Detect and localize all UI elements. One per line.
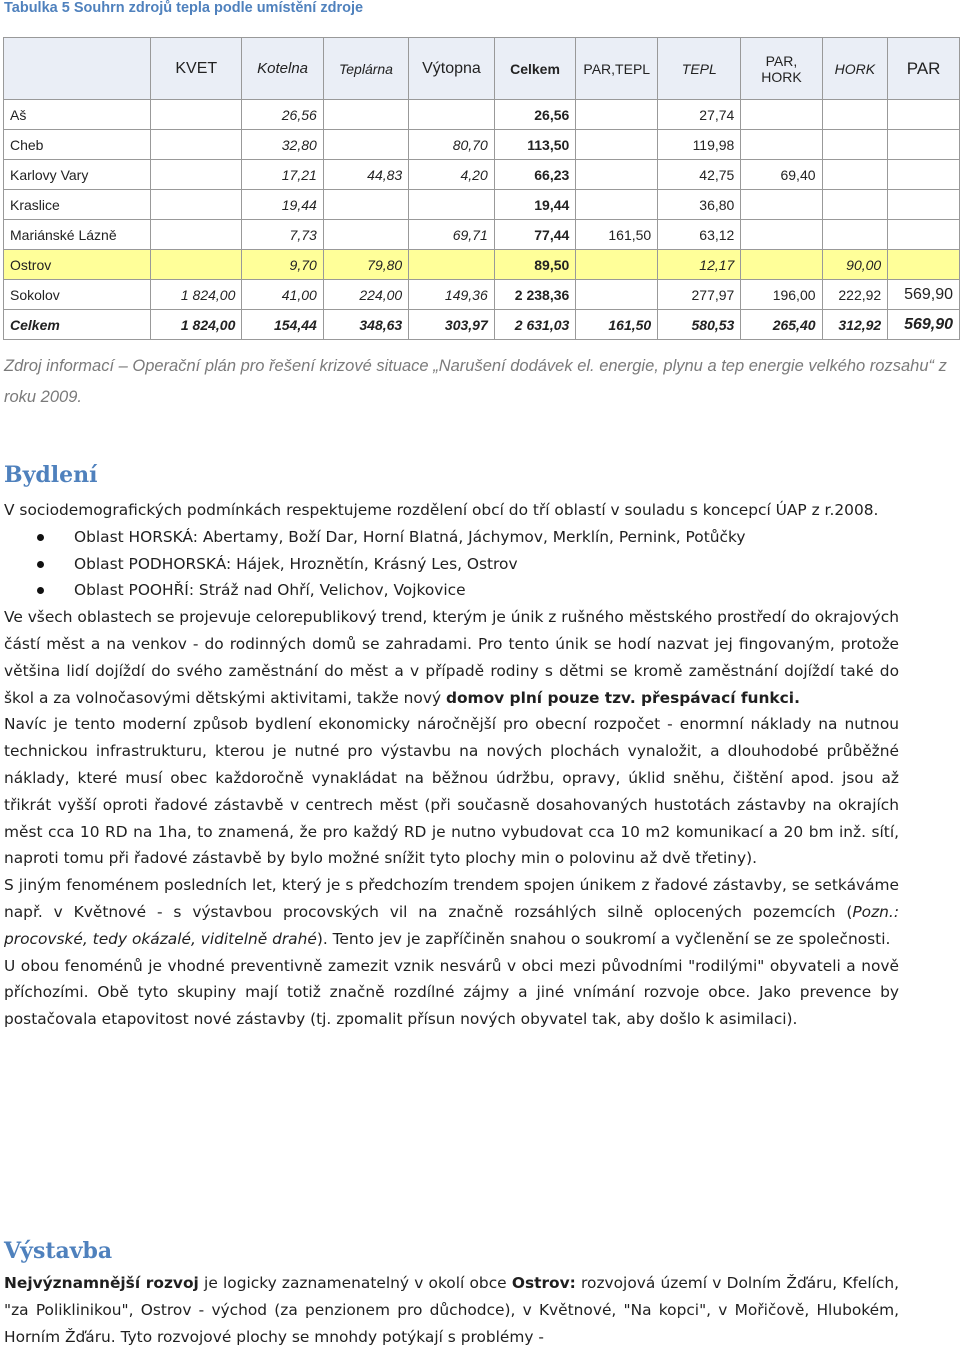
- row-label: Cheb: [4, 130, 151, 160]
- table-caption: Tabulka 5 Souhrn zdrojů tepla podle umístění zdroje: [4, 0, 364, 16]
- list-item: Oblast POOHŘÍ: Stráž nad Ohří, Velichov, Vojkovice: [74, 577, 899, 604]
- paragraph-text: rozvojová území v Dolním Žďáru, Kfelích, "za Poliklinikou", Ostrov - východ (za penzionem pro důchodce), v Květnové, "Na kopci", v Mořičově, Hlubokém, Horním Žďáru. Tyto rozvojové plochy se mnohdy potýkají s problémy -: [4, 1274, 900, 1346]
- table-cell: 19,44: [494, 190, 576, 220]
- table-cell: 66,23: [494, 160, 576, 190]
- column-header: TEPL: [658, 38, 741, 100]
- column-header: PAR, HORK: [741, 38, 822, 100]
- table-row: [4, 220, 960, 250]
- column-header: PAR,TEPL: [576, 38, 658, 100]
- table-cell: [888, 220, 960, 250]
- table-cell: 17,21: [242, 160, 323, 190]
- table-cell: [888, 190, 960, 220]
- table-cell: [576, 280, 658, 310]
- table-cell: [741, 100, 822, 130]
- paragraph: [4, 1270, 899, 1350]
- paragraph-bold: Ostrov:: [511, 1274, 576, 1292]
- table-cell: [888, 250, 960, 280]
- table-cell: 265,40: [741, 310, 822, 340]
- table-cell: 149,36: [409, 280, 495, 310]
- table-row: [4, 250, 960, 280]
- heat-sources-table: [3, 37, 960, 340]
- row-label: Celkem: [4, 310, 151, 340]
- table-cell: 9,70: [242, 250, 323, 280]
- table-cell: 27,74: [658, 100, 741, 130]
- table-cell: 77,44: [494, 220, 576, 250]
- paragraph: Navíc je tento moderní způsob bydlení ekonomicky náročnější pro obecní rozpočet - enormní náklady na nutnou technickou infrastrukturu, kterou je nutné pro výstavbu na nových plochách vynaložit, a dlouhodobé průběžné náklady, které musí obec každoročně vynakládat na běžnou údržbu, opravy, úklid sněhu, čištění apod. jsou až třikrát vyšší oproti řadové zástavbě v centrech měst (při současně dosahovaných hustotách zástavby na okrajích měst cca 10 RD na 1ha, to znamená, že pro každý RD je nutno vybudovat cca 10 m2 komunikací a 20 bm inž. sítí, naproti tomu při řadové zástavbě by bylo možné snížit tyto plochy min o polovinu až dvě třetiny).: [4, 715, 899, 868]
- section-body-bydleni: [4, 497, 899, 1033]
- paragraph-bold: domov plní pouze tzv. přespávací funkci.: [445, 688, 800, 707]
- source-note: Zdroj informací – Operační plán pro řešení krizové situace „Narušení dodávek el. energie, plynu a tep energie velkého rozsahu“ z roku 2009.: [4, 357, 947, 406]
- section-heading-bydleni: Bydlení: [4, 462, 98, 488]
- table-cell: [151, 190, 242, 220]
- table-cell: 277,97: [658, 280, 741, 310]
- row-label: Ostrov: [4, 250, 151, 280]
- table-cell: [576, 130, 658, 160]
- section-body-vystavba: [4, 1270, 899, 1350]
- paragraph-bold: Nejvýznamnější rozvoj: [4, 1274, 199, 1292]
- table-cell: 161,50: [576, 310, 658, 340]
- table-row: [4, 100, 960, 130]
- column-header: KVET: [151, 38, 242, 100]
- table-cell: 224,00: [323, 280, 408, 310]
- table-cell: 69,71: [409, 220, 495, 250]
- intro-paragraph: V sociodemografických podmínkách respektujeme rozdělení obcí do tří oblastí v souladu s koncepcí ÚAP z r.2008.: [4, 501, 879, 519]
- table-cell: 89,50: [494, 250, 576, 280]
- table-cell: 63,12: [658, 220, 741, 250]
- table-row: [4, 280, 960, 310]
- table-cell: [741, 250, 822, 280]
- table-cell: [576, 190, 658, 220]
- table-cell: [822, 220, 888, 250]
- table-cell: 44,83: [323, 160, 408, 190]
- table-cell: 1 824,00: [151, 310, 242, 340]
- column-header: Výtopna: [409, 38, 495, 100]
- table-cell: 1 824,00: [151, 280, 242, 310]
- table-cell: 7,73: [242, 220, 323, 250]
- table-cell: [151, 100, 242, 130]
- table-cell: 119,98: [658, 130, 741, 160]
- table-row: [4, 160, 960, 190]
- table-cell: 90,00: [822, 250, 888, 280]
- table-cell: [323, 190, 408, 220]
- table-cell: [822, 160, 888, 190]
- table-cell: [822, 130, 888, 160]
- column-header: Celkem: [494, 38, 576, 100]
- table-cell: [741, 190, 822, 220]
- table-cell: 222,92: [822, 280, 888, 310]
- table-cell: [576, 100, 658, 130]
- paragraph: [4, 872, 899, 952]
- section-heading-vystavba: Výstavba: [4, 1238, 113, 1264]
- paragraph-text: S jiným fenoménem posledních let, který je s předchozím trendem spojen únikem z řadové zástavby, se setkáváme např. v Květnové - s výstavbou procovských vil na značně rozsáhlých silně oplocených pozemcích (: [4, 876, 899, 921]
- table-cell: [576, 250, 658, 280]
- table-cell: 2 238,36: [494, 280, 576, 310]
- table-cell: 161,50: [576, 220, 658, 250]
- table-cell: [888, 100, 960, 130]
- row-label: Kraslice: [4, 190, 151, 220]
- column-header: HORK: [822, 38, 888, 100]
- column-header: PAR: [888, 38, 960, 100]
- row-label: Mariánské Lázně: [4, 220, 151, 250]
- table-cell: [409, 190, 495, 220]
- table-cell: 12,17: [658, 250, 741, 280]
- table-cell: 19,44: [242, 190, 323, 220]
- list-item: Oblast PODHORSKÁ: Hájek, Hroznětín, Krásný Les, Ostrov: [74, 551, 899, 578]
- table-cell: 312,92: [822, 310, 888, 340]
- table-cell: 113,50: [494, 130, 576, 160]
- paragraph-text: Ve všech oblastech se projevuje celorepublikový trend, kterým je únik z rušného městského prostředí do okrajových částí měst a na venkov - do rodinných domů se zahradami. Pro tento únik se hodí nazvat jej fingovaným, protože většina lidí dojíždí do svého zaměstnání do měst a v případě rodiny s dětmi se kromě zaměstnání dojíždí také do škol a za volnočasovými dětskými aktivitami, takže nový: [4, 608, 899, 707]
- table-cell: [409, 250, 495, 280]
- table-cell: 69,40: [741, 160, 822, 190]
- column-header: Teplárna: [323, 38, 408, 100]
- table-cell: 42,75: [658, 160, 741, 190]
- table-cell: [888, 160, 960, 190]
- table-cell: 80,70: [409, 130, 495, 160]
- table-cell: [822, 100, 888, 130]
- table-cell: 26,56: [494, 100, 576, 130]
- table-cell: 2 631,03: [494, 310, 576, 340]
- table-cell: [323, 130, 408, 160]
- table-cell: [741, 220, 822, 250]
- table-cell: 32,80: [242, 130, 323, 160]
- column-header: [4, 38, 151, 100]
- table-cell: [151, 130, 242, 160]
- table-cell: 36,80: [658, 190, 741, 220]
- table-cell: 580,53: [658, 310, 741, 340]
- paragraph: [4, 604, 899, 711]
- table-cell: 569,90: [888, 310, 960, 340]
- table-cell: 569,90: [888, 280, 960, 310]
- table-cell: [323, 220, 408, 250]
- table-cell: 79,80: [323, 250, 408, 280]
- row-label: Aš: [4, 100, 151, 130]
- table-cell: 4,20: [409, 160, 495, 190]
- table-cell: 348,63: [323, 310, 408, 340]
- table-row: [4, 190, 960, 220]
- table-cell: [888, 130, 960, 160]
- paragraph-italic: Pozn.: procovské, tedy okázalé, viditelně drahé: [4, 902, 899, 948]
- paragraph-text: je logicky zaznamenatelný v okolí obce: [198, 1274, 512, 1292]
- column-header: Kotelna: [242, 38, 323, 100]
- areas-list: [4, 524, 899, 604]
- table-cell: [576, 160, 658, 190]
- list-item: Oblast HORSKÁ: Abertamy, Boží Dar, Horní Blatná, Jáchymov, Merklín, Pernink, Potůčky: [74, 524, 899, 551]
- row-label: Karlovy Vary: [4, 160, 151, 190]
- row-label: Sokolov: [4, 280, 151, 310]
- paragraph-text: ). Tento jev je zapříčiněn snahou o soukromí a vyčlenění se ze společnosti.: [316, 929, 891, 948]
- table-row: [4, 310, 960, 340]
- table-cell: 154,44: [242, 310, 323, 340]
- paragraph: U obou fenoménů je vhodné preventivně zamezit vznik nesvárů v obci mezi původními "rodilými" obyvateli a nově příchozími. Obě tyto skupiny mají totiž značně rozdílné zájmy a jiné vnímání rozvoje obce. Jako prevence by postačovala etapovitost nové zástavby (tj. zpomalit přísun nových obyvatel tak, aby došlo k asimilaci).: [4, 956, 899, 1029]
- table-cell: [822, 190, 888, 220]
- table-cell: [323, 100, 408, 130]
- table-header-row: [4, 38, 960, 100]
- table-row: [4, 130, 960, 160]
- table-cell: 303,97: [409, 310, 495, 340]
- table-cell: [151, 250, 242, 280]
- table-cell: [151, 220, 242, 250]
- table-cell: 41,00: [242, 280, 323, 310]
- table-cell: [151, 160, 242, 190]
- table-cell: 26,56: [242, 100, 323, 130]
- table-cell: [409, 100, 495, 130]
- table-cell: [741, 130, 822, 160]
- table-cell: 196,00: [741, 280, 822, 310]
